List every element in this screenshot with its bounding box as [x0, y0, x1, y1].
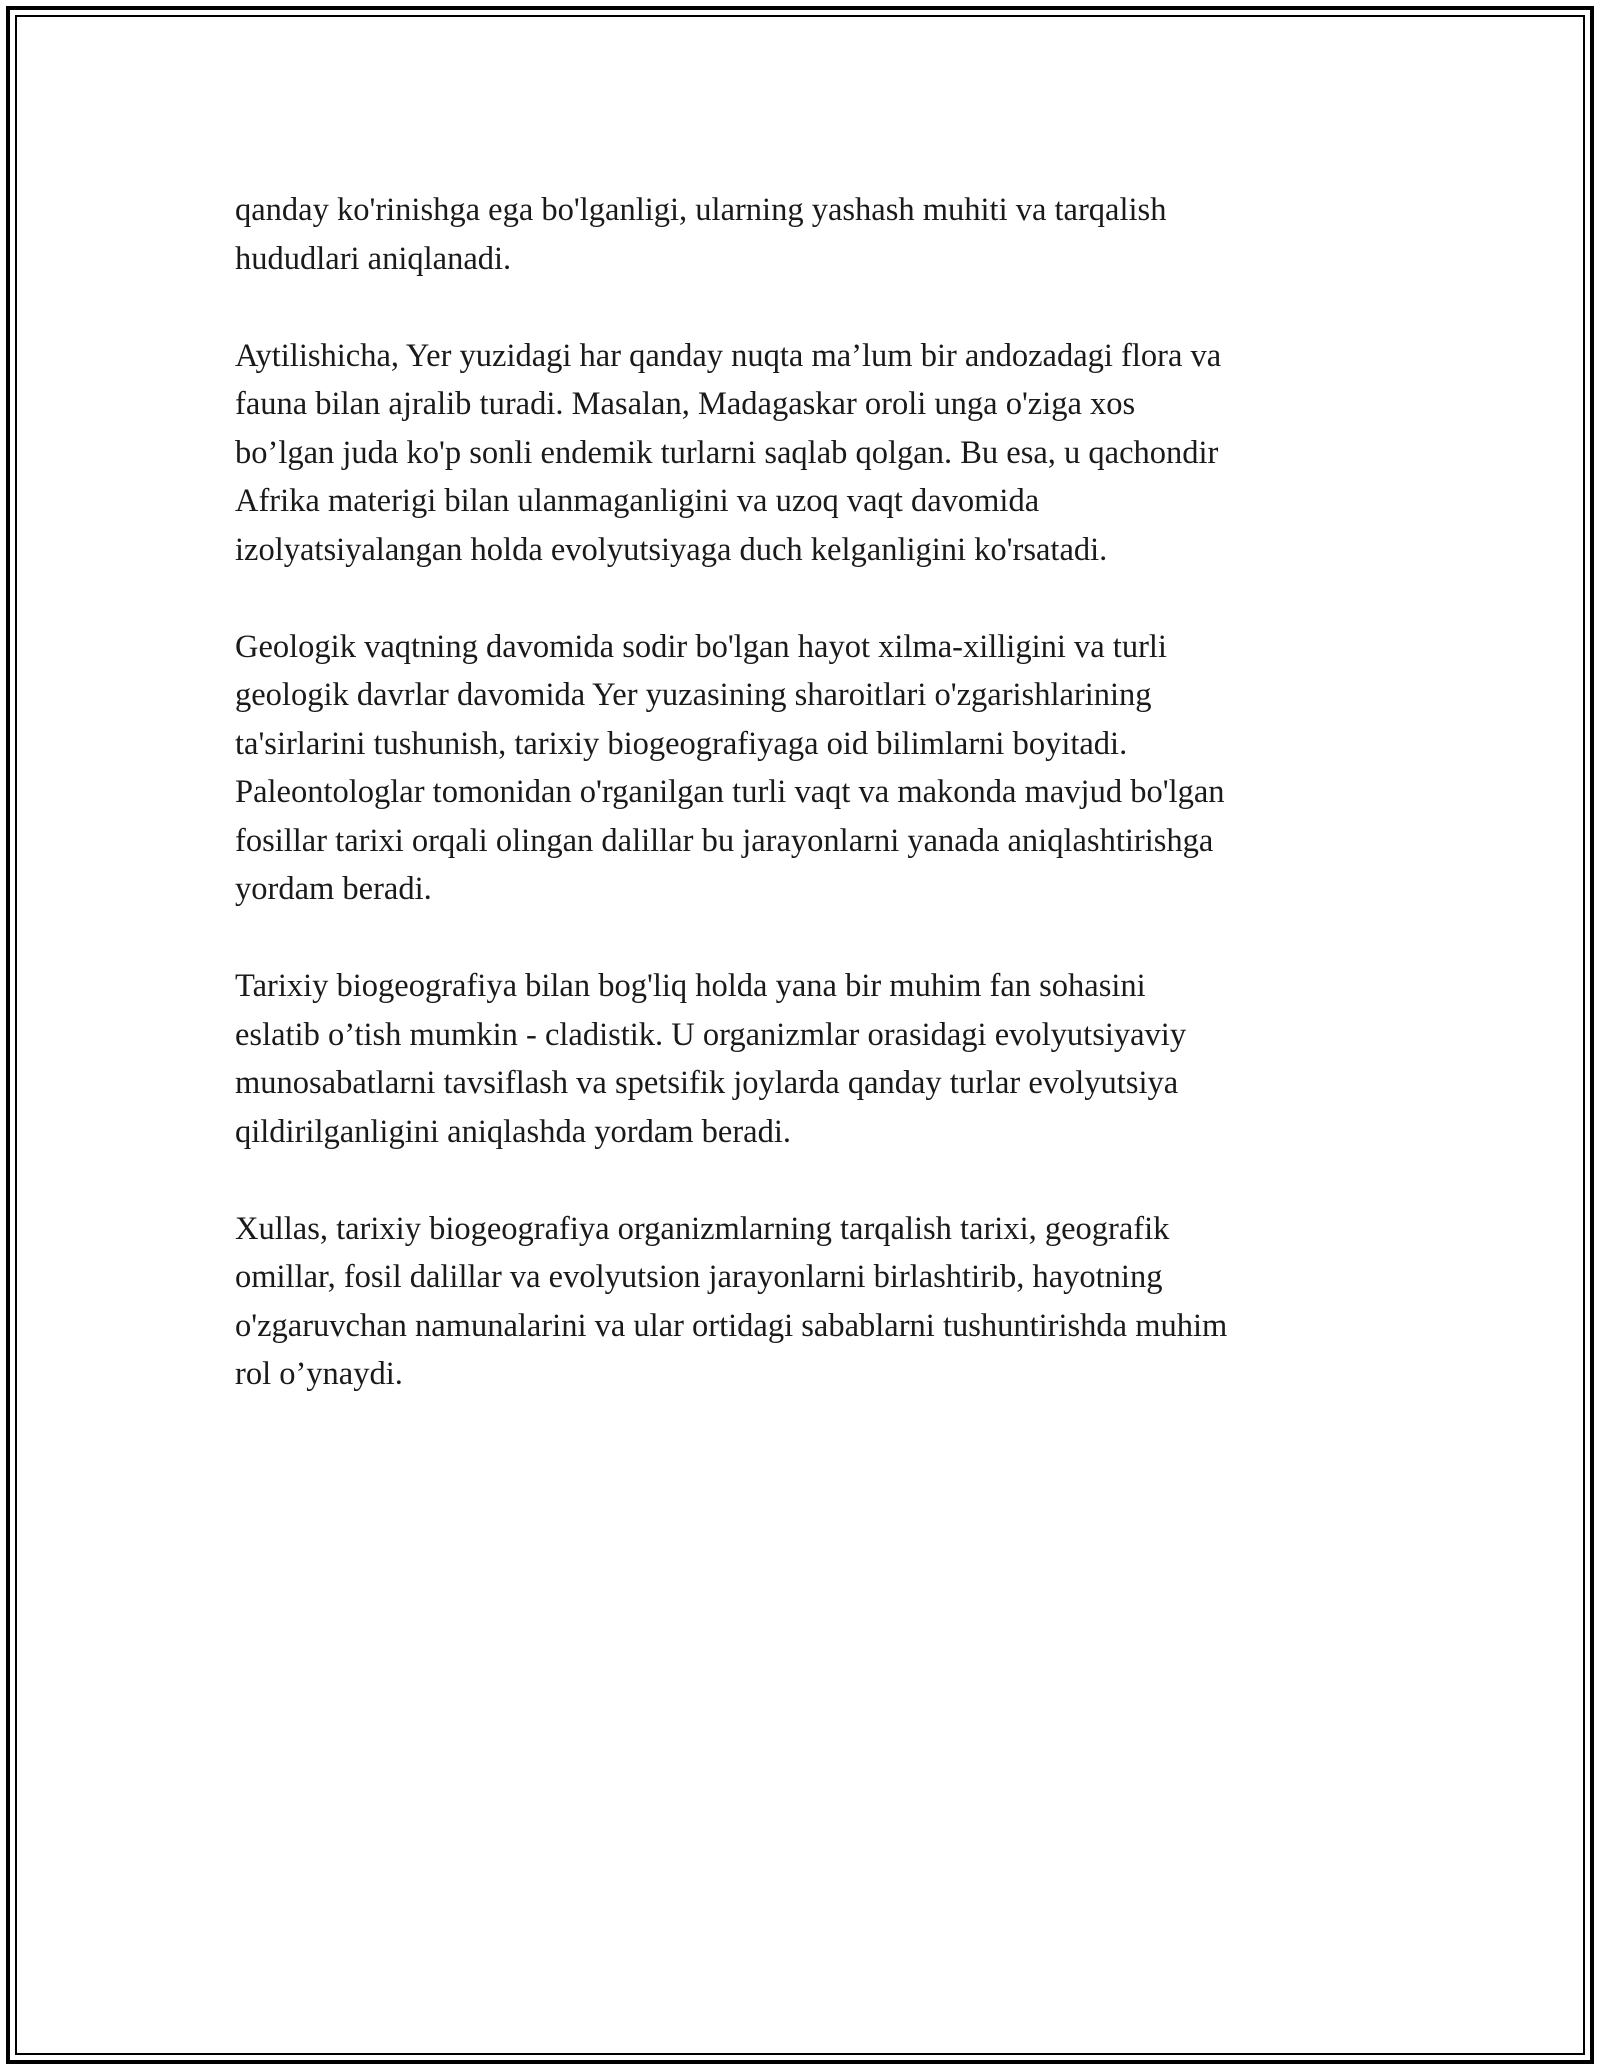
text-line: qildirilganligini aniqlashda yordam beradi. — [235, 1113, 791, 1150]
paragraph-2 — [235, 332, 1365, 575]
text-line: Geologik vaqtning davomida sodir bo'lgan hayot xilma-xilligini va turli — [235, 628, 1167, 665]
paragraph-4 — [235, 962, 1365, 1156]
text-line: bo’lgan juda ko'p sonli endemik turlarni saqlab qolgan. Bu esa, u qachondir — [235, 434, 1219, 471]
text-line: Paleontologlar tomonidan o'rganilgan turli vaqt va makonda mavjud bo'lgan — [235, 774, 1225, 810]
text-line: hududlari aniqlanadi. — [235, 240, 512, 277]
text-line: fauna bilan ajralib turadi. Masalan, Madagaskar oroli unga o'ziga xos — [235, 386, 1136, 422]
text-line: rol o’ynaydi. — [235, 1356, 403, 1392]
text-line: qanday ko'rinishga ega bo'lganligi, ularning yashash muhiti va tarqalish — [235, 192, 1167, 228]
text-line: fosillar tarixi orqali olingan dalillar bu jarayonlarni yanada aniqlashtirishga — [235, 822, 1214, 859]
text-line: munosabatlarni tavsiflash va spetsifik joylarda qanday turlar evolyutsiya — [235, 1065, 1179, 1101]
text-line: yordam beradi. — [235, 871, 432, 907]
text-line: Tarixiy biogeografiya bilan bog'liq holda yana bir muhim fan sohasini — [235, 968, 1146, 1004]
paragraph-3 — [235, 623, 1365, 914]
text-line: Aytilishicha, Yer yuzidagi har qanday nuqta ma’lum bir andozadagi flora va — [235, 337, 1222, 374]
text-line: o'zgaruvchan namunalarini va ular ortidagi sabablarni tushuntirishda muhim — [235, 1307, 1228, 1344]
text-line: ta'sirlarini tushunish, tarixiy biogeografiyaga oid bilimlarni boyitadi. — [235, 725, 1128, 762]
paragraph-5 — [235, 1205, 1365, 1399]
paragraph-1 — [235, 186, 1365, 283]
text-line: izolyatsiyalangan holda evolyutsiyaga duch kelganligini ko'rsatadi. — [235, 531, 1108, 568]
text-line: eslatib o’tish mumkin - cladistik. U organizmlar orasidagi evolyutsiyaviy — [235, 1016, 1187, 1053]
document-body — [235, 186, 1365, 1447]
text-line: Afrika materigi bilan ulanmaganligini va uzoq vaqt davomida — [235, 483, 1040, 519]
text-line: geologik davrlar davomida Yer yuzasining sharoitlari o'zgarishlarining — [235, 677, 1152, 713]
text-line: Xullas, tarixiy biogeografiya organizmlarning tarqalish tarixi, geografik — [235, 1210, 1170, 1247]
text-line: omillar, fosil dalillar va evolyutsion jarayonlarni birlashtirib, hayotning — [235, 1259, 1163, 1295]
